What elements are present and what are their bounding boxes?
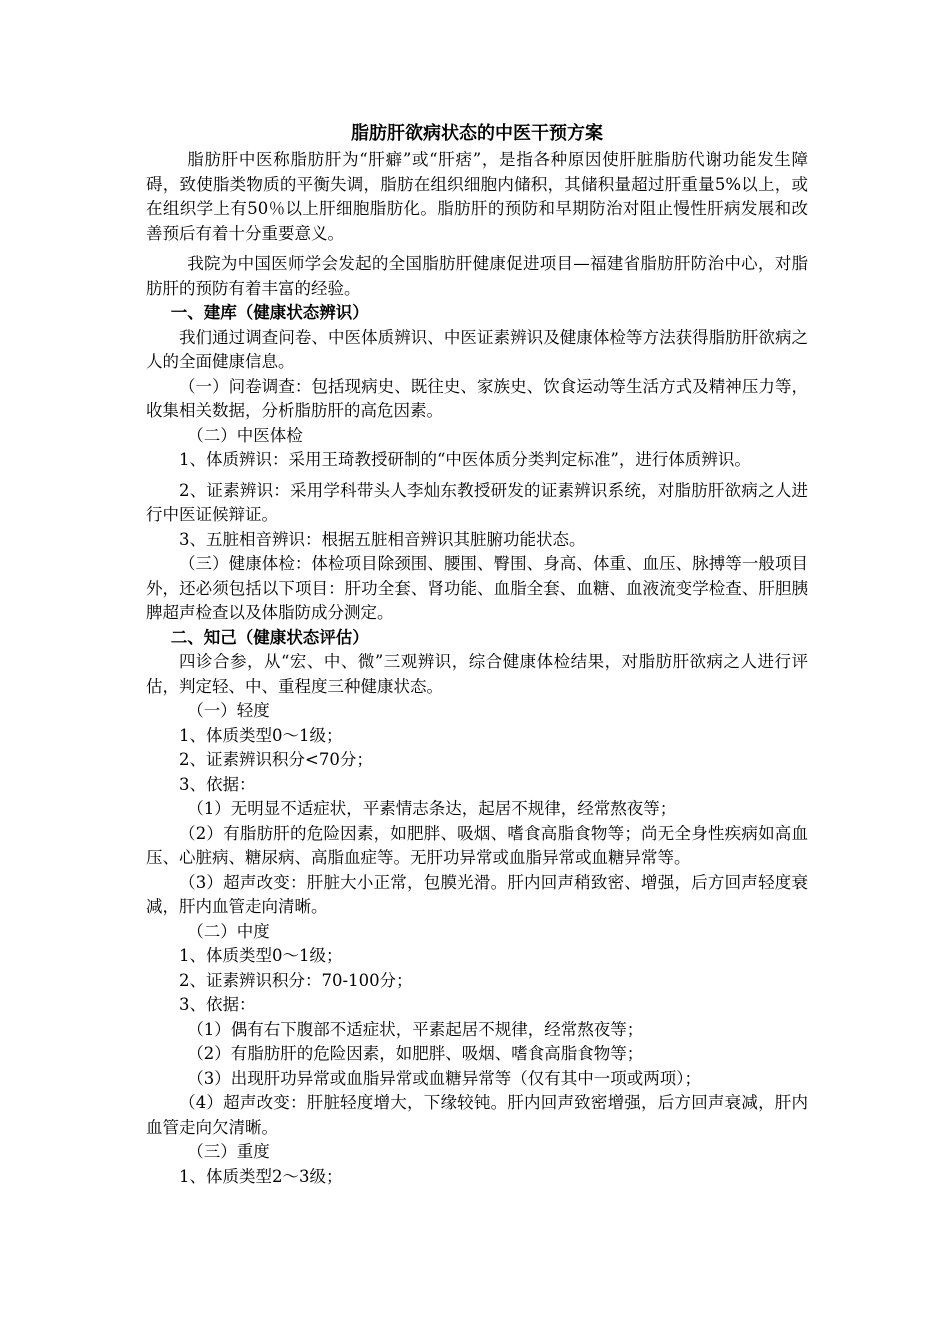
list-item: 3、依据： <box>179 995 256 1014</box>
page-title: 脂肪肝欲病状态的中医干预方案 <box>351 123 603 144</box>
document-page <box>146 120 808 1189</box>
paragraph: 2、证素辨识：采用学科带头人李灿东教授研发的证素辨识系统，对脂肪肝欲病之人进行中医证候辩证。 <box>146 480 808 524</box>
list-item: （2）有脂肪肝的危险因素，如肥胖、吸烟、嗜食高脂食物等； <box>187 1044 644 1063</box>
list-item: 2、证素辨识积分：70-100分； <box>179 970 413 990</box>
list-item: 3、依据： <box>179 774 256 794</box>
subheading: （一）轻度 <box>187 701 270 720</box>
list-item: 1、体质类型0～1级； <box>179 725 343 745</box>
paragraph: 我们通过调查问卷、中医体质辨识、中医证素辨识及健康体检等方法获得脂肪肝欲病之人的全面健康信息。 <box>146 327 808 371</box>
subheading: （二）中度 <box>187 921 270 941</box>
subheading: （二）中医体检 <box>187 425 303 445</box>
paragraph-intro: 脂肪肝中医称脂肪肝为“肝癖”或“肝痞”，是指各种原因使肝脏脂肪代谢功能发生障碍，致使脂类物质的平衡失调，脂肪在组织细胞内储积，其储积量超过肝重量5%以上，或在组织学上有50％以上肝细胞脂肪化。脂肪肝的预防和早期防治对阻止慢性肝病发展和改善预后有着十分重要意义。 <box>146 150 808 243</box>
paragraph: 1、体质辨识：采用王琦教授研制的“中医体质分类判定标准”，进行体质辨识。 <box>179 450 751 469</box>
paragraph: （三）健康体检：体检项目除颈围、腰围、臀围、身高、体重、血压、脉搏等一般项目外，还必须包括以下项目：肝功全套、肾功能、血脂全套、血糖、血液流变学检查、肝胆胰脾超声检查以及体脂防成分测定。 <box>146 554 808 622</box>
paragraph: （一）问卷调查：包括现病史、既往史、家族史、饮食运动等生活方式及精神压力等，收集相关数据，分析脂肪肝的高危因素。 <box>146 376 808 420</box>
list-item: （2）有脂肪肝的危险因素，如肥胖、吸烟、嗜食高脂食物等；尚无全身性疾病如高血压、心脏病、糖尿病、高脂血症等。无肝功异常或血脂异常或血糖异常等。 <box>146 823 808 867</box>
list-item: 2、证素辨识积分<70分； <box>179 750 373 769</box>
paragraph: 3、五脏相音辨识：根据五脏相音辨识其脏腑功能状态。 <box>179 529 586 549</box>
section-heading-2: 二、知己（健康状态评估） <box>170 627 369 647</box>
paragraph: 四诊合参，从“宏、中、微”三观辨识，综合健康体检结果，对脂肪肝欲病之人进行评估，判定轻、中、重程度三种健康状态。 <box>146 652 808 696</box>
list-item: 1、体质类型0～1级； <box>179 946 343 965</box>
list-item: （3）出现肝功异常或血脂异常或血糖异常等（仅有其中一项或两项）； <box>187 1068 701 1088</box>
list-item: （3）超声改变：肝脏大小正常，包膜光滑。肝内回声稍致密、增强，后方回声轻度衰减，肝内血管走向清晰。 <box>146 872 808 916</box>
list-item: （4）超声改变：肝脏轻度增大，下缘较钝。肝内回声致密增强，后方回声衰减，肝内血管走向欠清晰。 <box>146 1093 808 1137</box>
section-heading-1: 一、建库（健康状态辨识） <box>170 303 369 322</box>
list-item: 1、体质类型2～3级； <box>179 1166 343 1186</box>
list-item: （1）无明显不适症状，平素情志条达，起居不规律，经常熬夜等； <box>187 799 677 818</box>
paragraph-hospital: 我院为中国医师学会发起的全国脂肪肝健康促进项目—福建省脂肪肝防治中心，对脂肪肝的预防有着丰富的经验。 <box>146 254 808 298</box>
list-item: （1）偶有右下腹部不适症状，平素起居不规律，经常熬夜等； <box>187 1019 644 1039</box>
subheading: （三）重度 <box>187 1142 270 1161</box>
